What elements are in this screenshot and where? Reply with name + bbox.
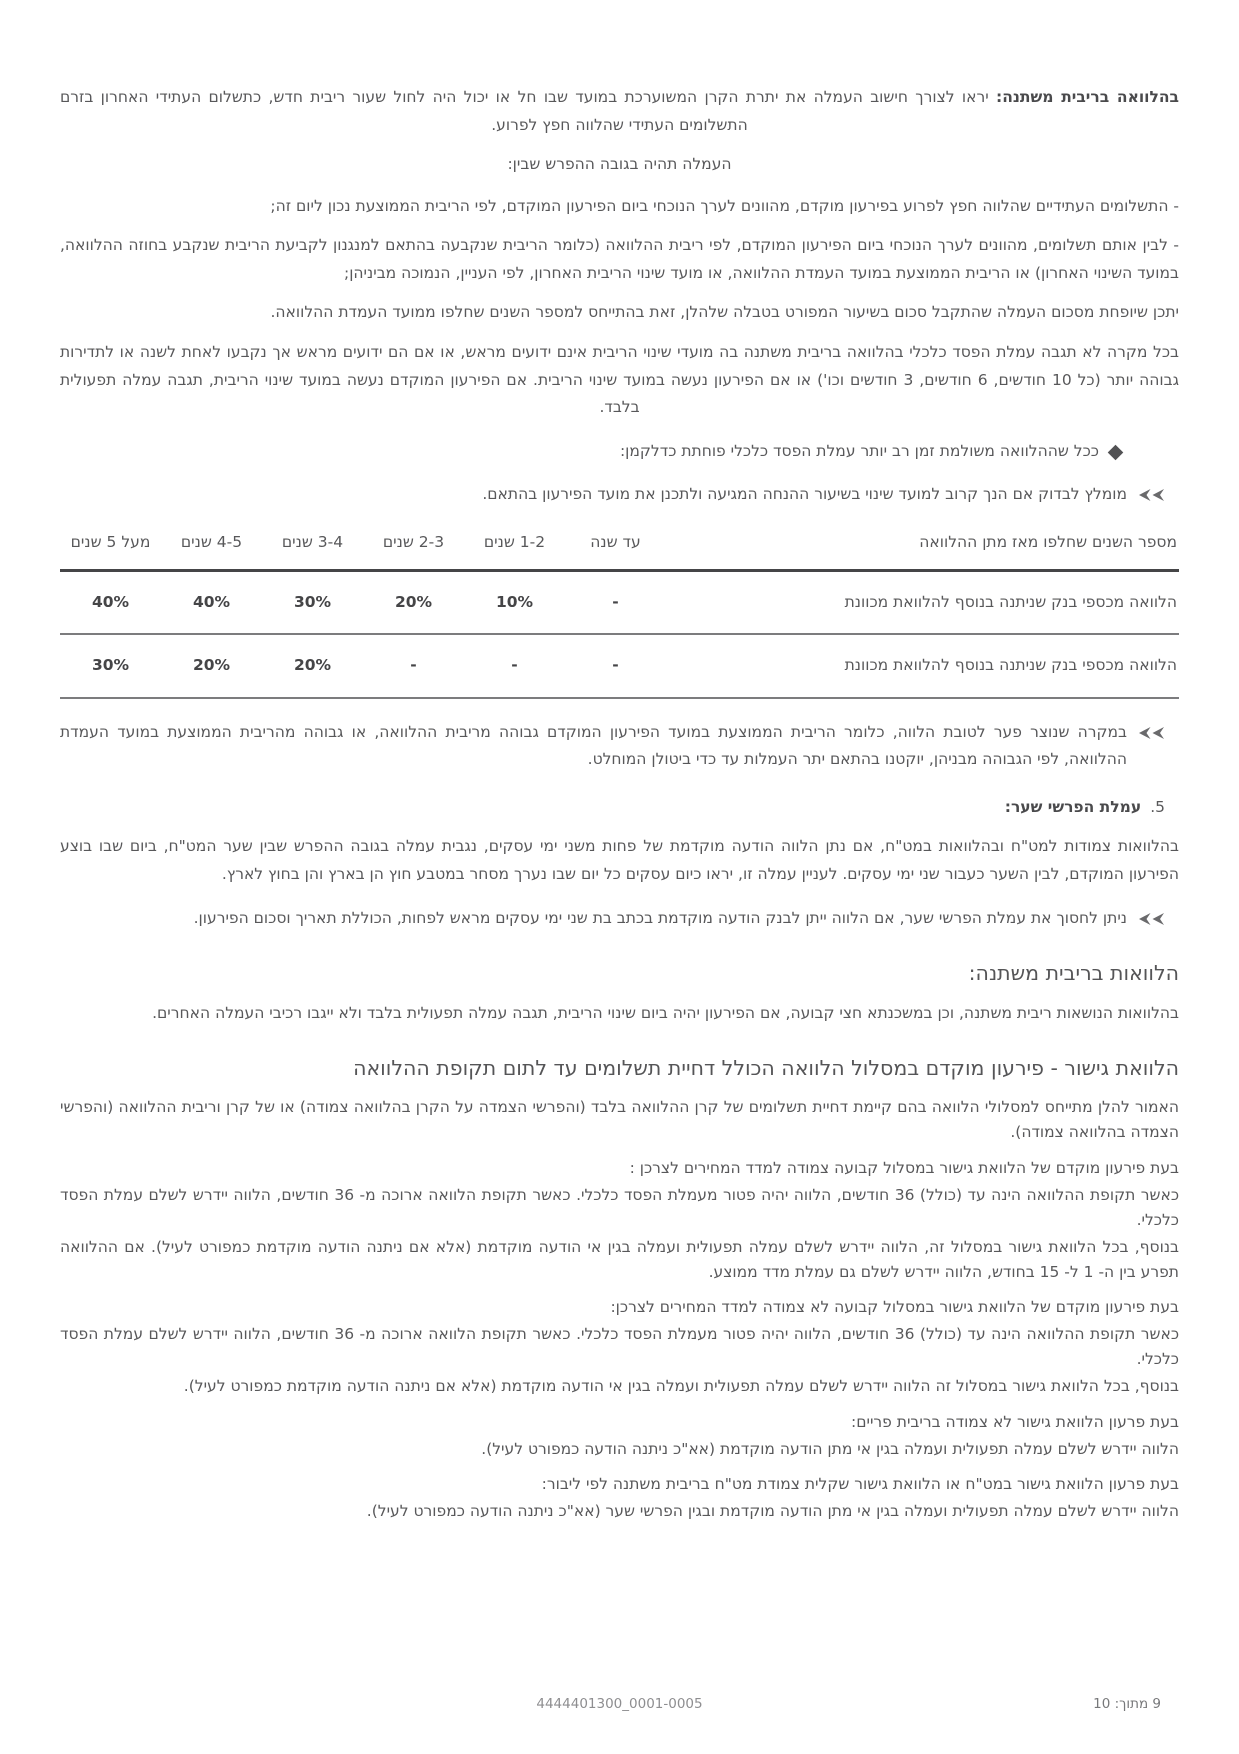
- table-row: [60, 634, 1179, 698]
- double-chevron-left-icon: [1138, 912, 1165, 926]
- double-chevron-left-icon: [1138, 726, 1165, 740]
- row-value: 40%: [91, 592, 130, 611]
- no-fee-note: בכל מקרה לא תגבה עמלת הפסד כלכלי בהלוואה בריבית משתנה בה מועדי שינוי הריבית אינם ידועים מראש, או אם הם ידועים מראש אך נקבעו לאחת לשנה או לתדירות גבוהה יותר (כל 10 חודשים, 6 חודשים, 3 חודשים וכו') או אם הפירעון נעשה במועד שינוי הריבית. אם הפירעון המוקדם נעשה במועד שינוי הריבית, תגבה עמלה תפעולית בלבד.: [60, 343, 1180, 417]
- row-value: 10%: [495, 592, 534, 611]
- section5-body: בהלוואות צמודות למט"ח ובהלוואות במט"ח, אם נתן הלווה הודעה מוקדמת של פחות משני ימי עסקים, נגבית עמלה בגובה ההפרש שבין שער המט"ח, ביום שבו בוצע הפירעון המוקדם, לבין השער כעבור שני ימי עסקים. לעניין עמלה זו, יראו כיום עסקים כל יום שבו נערך מסחר במטבע חוץ הן בארץ והן בחוץ לארץ.: [60, 837, 1179, 883]
- bridge-loan-heading: הלוואת גישור - פירעון מוקדם במסלול הלוואה הכולל דחיית תשלומים עד לתום תקופת ההלוואה: [353, 1055, 1179, 1080]
- diamond-note-text: ככל שההלוואה משולמת זמן רב יותר עמלת הפסד כלכלי פוחתת כדלקמן:: [619, 441, 1099, 460]
- fee-table-body: [60, 570, 1179, 698]
- row-value: -: [612, 656, 619, 675]
- tip-note-text: מומלץ לבדוק אם הנך קרוב למועד שינוי בשיעור ההנחה המגיעה ולתכנן את מועד הפירעון בהתאם.: [482, 485, 1127, 504]
- bridge-case-title: בעת פירעון מוקדם של הלוואת גישור במסלול קבועה לא צמודה למדד המחירים לצרכן:: [610, 1298, 1179, 1317]
- table-header-col-5: 4-5 שנים: [180, 532, 243, 551]
- section5-tip-text: ניתן לחסוך את עמלת הפרשי שער, אם הלווה ייתן לבנק הודעה מוקדמת בכתב בת שני ימי עסקים מראש לפחות, הכוללת תאריך וסכום הפירעון.: [193, 908, 1127, 927]
- section5-tip-item: [60, 905, 1179, 933]
- row-value: -: [612, 592, 619, 611]
- bridge-case-title: בעת פירעון מוקדם של הלוואת גישור במסלול קבועה צמודה למדד המחירים לצרכן :: [629, 1158, 1179, 1177]
- reduction-note: יתכן שיופחת מסכום העמלה שהתקבל סכום בשיעור המפורט בטבלה שלהלן, זאת בהתייחס למספר השנים שחלפו ממועד העמדת ההלוואה.: [270, 303, 1179, 322]
- table-header-col-6: מעל 5 שנים: [70, 532, 151, 551]
- dash-item-future-payments: - התשלומים העתידיים שהלווה חפץ לפרוע בפירעון מוקדם, מהוונים לערך הנוכחי ביום הפירעון המוקדם, לפי הריבית הממוצעת נכון ליום זה;: [270, 196, 1179, 215]
- bridge-case-paragraph: בנוסף, בכל הלוואת גישור במסלול זה, הלווה יידרש לשלם עמלה תפעולית ועמלה בגין אי הודעה מוקדמת (אלא אם ניתנה הודעה מוקדמת כמפורט לעיל). אם ההלוואה תפרע בין ה- 1 ל- 15 בחודש, הלווה יידרש לשלם גם עמלת מדד ממוצע.: [60, 1237, 1179, 1282]
- tip-bullet-item: [60, 481, 1179, 509]
- row-value: 30%: [293, 592, 332, 611]
- document-code: 4444401300_0001-0005: [536, 1696, 703, 1712]
- dash-item-loan-rate: - לבין אותם תשלומים, מהוונים לערך הנוכחי ביום הפירעון המוקדם, לפי ריבית ההלוואה (כלומר הריבית שנקבעה בהתאם למנגנון לקביעת הריבית שנקבע בחוזה ההלוואה, במועד השינוי האחרון) או הריבית הממוצעת במועד העמדת ההלוואה, או מועד שינוי הריבית האחרון, לפי העניין, הנמוכה מביניהן;: [60, 236, 1179, 282]
- bridge-case-title: בעת פרעון הלוואת גישור לא צמודה בריבית פריים:: [850, 1412, 1179, 1431]
- bridge-case-paragraph: בנוסף, בכל הלוואת גישור במסלול זה הלווה יידרש לשלם עמלה תפעולית ועמלה בגין אי הודעה מוקדמת (אלא אם ניתנה הודעה מוקדמת כמפורט לעיל).: [183, 1377, 1179, 1396]
- row-value: -: [410, 656, 417, 675]
- bridge-case-paragraph: הלווה יידרש לשלם עמלה תפעולית ועמלה בגין אי מתן הודעה מוקדמת (אא"כ ניתנה הודעה כמפורט לעיל).: [481, 1439, 1179, 1458]
- row-value: 20%: [293, 656, 332, 675]
- bridge-case-paragraph: כאשר תקופת ההלוואה הינה עד (כולל) 36 חודשים, הלווה יהיה פטור מעמלת הפסד כלכלי. כאשר תקופת הלוואה ארוכה מ- 36 חודשים, הלווה יידרש לשלם עמלת הפסד כלכלי.: [60, 1325, 1180, 1369]
- table-row: [60, 570, 1179, 634]
- bridge-intro: האמור להלן מתייחס למסלולי הלוואה בהם קיימת דחיית תשלומים של קרן ההלוואה בלבד (והפרשי הצמדה על הקרן בהלוואה צמודה) או של קרן וריבית ההלוואה (והפרשי הצמדה בהלוואה צמודה).: [60, 1098, 1179, 1142]
- section5-number: 5.: [1150, 797, 1165, 816]
- row-value: 20%: [394, 592, 433, 611]
- table-header-col-2: 1-2 שנים: [483, 532, 546, 551]
- intro-lead-rest: יראו לצורך חישוב העמלה את יתרת הקרן המשוערכת במועד שבו חל או יכול היה לחול שעור ריבית חדש, כתשלום העתידי האחרון בזרם התשלומים העתידי שהלווה חפץ לפרוע.: [60, 88, 989, 134]
- row-label: הלוואה מכספי בנק שניתנה בנוסף להלוואת מכוונת: [844, 592, 1177, 611]
- gap-bullet-item: [60, 719, 1179, 774]
- section5-title: עמלת הפרשי שער:: [1004, 797, 1142, 816]
- diamond-bullet-item: [60, 438, 1179, 466]
- gap-note-text: במקרה שנוצר פער לטובת הלווה, כלומר הריבית הממוצעת במועד הפירעון המוקדם גבוהה מריבית ההלוואה, או גבוהה מהריבית הממוצעת במועד העמדת ההלוואה, לפי הגבוהה מבניהן, יוקטנו בהתאם יתר העמלות עד כדי ביטולן המוחלט.: [60, 722, 1127, 769]
- table-header-label: מספר השנים שחלפו מאז מתן ההלוואה: [919, 532, 1177, 551]
- variable-rate-body: בהלוואות הנושאות ריבית משתנה, וכן במשכנתא חצי קבועה, אם הפירעון יהיה ביום שינוי הריבית, תגבה עמלה תפעולית בלבד ולא ייגבו רכיבי העמלה האחרים.: [152, 1003, 1179, 1022]
- table-header-col-1: עד שנה: [590, 532, 641, 551]
- table-header-col-3: 2-3 שנים: [382, 532, 445, 551]
- bridge-case-title: בעת פרעון הלוואת גישור במט"ח או הלוואת גישור שקלית צמודת מט"ח בריבית משתנה לפי ליבור:: [541, 1474, 1179, 1493]
- table-header-row: [60, 525, 1179, 570]
- row-value: -: [511, 656, 518, 675]
- table-header-col-4: 3-4 שנים: [281, 532, 344, 551]
- row-value: 40%: [192, 592, 231, 611]
- bridge-case-paragraph: כאשר תקופת ההלוואה הינה עד (כולל) 36 חודשים, הלווה יהיה פטור מעמלת הפסד כלכלי. כאשר תקופת הלוואה ארוכה מ- 36 חודשים, הלווה יידרש לשלם עמלת הפסד כלכלי.: [60, 1185, 1180, 1229]
- row-value: 30%: [91, 656, 130, 675]
- fee-table-header: [60, 525, 1179, 570]
- row-value: 20%: [192, 656, 231, 675]
- intro-paragraph: [60, 84, 1179, 139]
- intro-lead-bold: בהלוואה בריבית משתנה:: [996, 88, 1179, 106]
- row-label: הלוואה מכספי בנק שניתנה בנוסף להלוואת מכוונת: [844, 656, 1177, 675]
- section5-item: [60, 794, 1179, 822]
- difference-line: העמלה תהיה בגובה ההפרש שבין:: [507, 155, 732, 174]
- page-footer: [0, 1696, 1239, 1718]
- page-indicator: 9 מתוך: 10: [1093, 1696, 1161, 1712]
- diamond-bullet-icon: [1108, 445, 1124, 461]
- fee-reduction-table: [60, 525, 1179, 699]
- double-chevron-left-icon: [1138, 488, 1165, 502]
- bridge-case-paragraph: הלווה יידרש לשלם עמלה תפעולית ועמלה בגין אי מתן הודעה מוקדמת ובגין הפרשי שער (אא"כ ניתנה הודעה כמפורט לעיל).: [366, 1501, 1179, 1520]
- variable-rate-heading: הלוואות בריבית משתנה:: [968, 961, 1179, 986]
